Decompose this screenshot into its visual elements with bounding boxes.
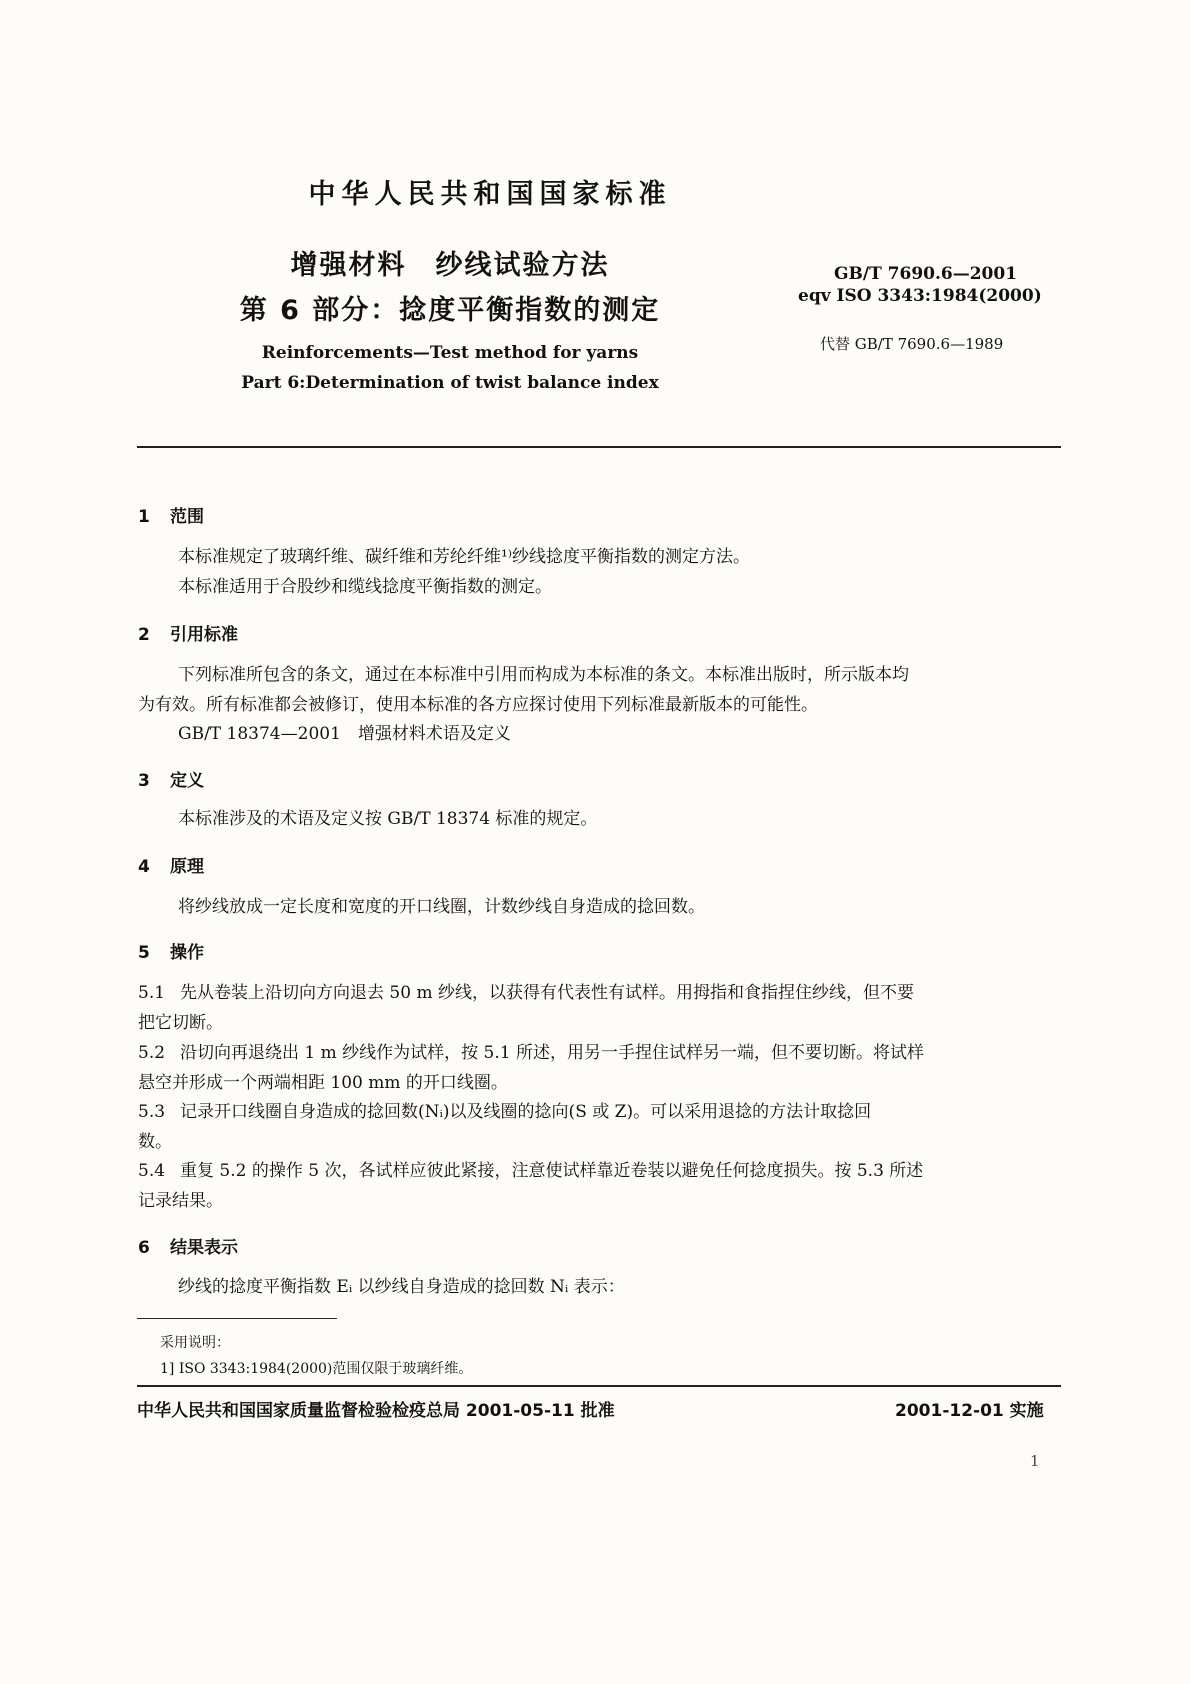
section-3-para-1: 本标准涉及的术语及定义按 GB/T 18374 标准的规定。 — [178, 809, 598, 829]
section-6-heading: 6 结果表示 — [138, 1238, 238, 1258]
title-cn-line1: 增强材料 纱线试验方法 — [290, 250, 610, 281]
clause-5-1: 5.1 先从卷装上沿切向方向退去 50 m 纱线，以获得有代表性有试样。用拇指和食指捏住纱线，但不要 把它切断。 — [138, 983, 914, 1033]
clause-5-3: 5.3 记录开口线圈自身造成的捻回数(Nᵢ)以及线圈的捻向(S 或 Z)。可以采用退捻的方法计取捻回 数。 — [138, 1102, 872, 1152]
title-en-line1: Reinforcements—Test method for yarns — [261, 343, 639, 363]
footnote-1: 1] ISO 3343:1984(2000)范围仅限于玻璃纤维。 — [160, 1361, 473, 1377]
footer-rule — [137, 1385, 1061, 1387]
section-1-para-1: 本标准规定了玻璃纤维、碳纤维和芳纶纤维¹⁾纱线捻度平衡指数的测定方法。 — [178, 547, 750, 567]
section-6-para-1: 纱线的捻度平衡指数 Eᵢ 以纱线自身造成的捻回数 Nᵢ 表示： — [178, 1277, 625, 1297]
replaces-note: 代替 GB/T 7690.6—1989 — [820, 335, 1004, 353]
section-2-para-1b: 为有效。所有标准都会被修订，使用本标准的各方应探讨使用下列标准最新版本的可能性。 — [138, 695, 818, 715]
title-en-line2: Part 6:Determination of twist balance index — [241, 373, 659, 393]
equivalence: eqv ISO 3343:1984(2000) — [798, 286, 1042, 306]
approval-line: 中华人民共和国国家质量监督检验检疫总局 2001-05-11 批准 — [137, 1401, 615, 1421]
clause-5-4: 5.4 重复 5.2 的操作 5 次，各试样应彼此紧接，注意使试样靠近卷装以避免任何捻度损失。按 5.3 所述 记录结果。 — [138, 1161, 924, 1211]
page-number: 1 — [1030, 1452, 1040, 1470]
section-5-heading: 5 操作 — [138, 943, 204, 963]
national-standard-heading: 中华人民共和国国家标准 — [308, 179, 672, 210]
section-2-heading: 2 引用标准 — [138, 625, 238, 645]
header-rule — [137, 446, 1061, 448]
section-4-heading: 4 原理 — [138, 857, 204, 877]
footnote-label: 采用说明： — [160, 1335, 230, 1351]
section-2-para-1a: 下列标准所包含的条文，通过在本标准中引用而构成为本标准的条文。本标准出版时，所示版本均 — [178, 665, 909, 685]
effective-date: 2001-12-01 实施 — [895, 1401, 1044, 1421]
section-1-para-2: 本标准适用于合股纱和缆线捻度平衡指数的测定。 — [178, 577, 552, 597]
title-cn-line2: 第 6 部分：捻度平衡指数的测定 — [239, 295, 661, 326]
footnote-rule — [137, 1318, 337, 1319]
standard-number: GB/T 7690.6—2001 — [834, 264, 1018, 284]
section-2-reference: GB/T 18374—2001 增强材料术语及定义 — [178, 724, 511, 744]
section-3-heading: 3 定义 — [138, 771, 204, 791]
section-4-para-1: 将纱线放成一定长度和宽度的开口线圈，计数纱线自身造成的捻回数。 — [178, 897, 705, 917]
clause-5-2: 5.2 沿切向再退绕出 1 m 纱线作为试样，按 5.1 所述，用另一手捏住试样另一端，但不要切断。将试样 悬空并形成一个两端相距 100 mm 的开口线圈。 — [138, 1043, 924, 1093]
section-1-heading: 1 范围 — [138, 507, 204, 527]
